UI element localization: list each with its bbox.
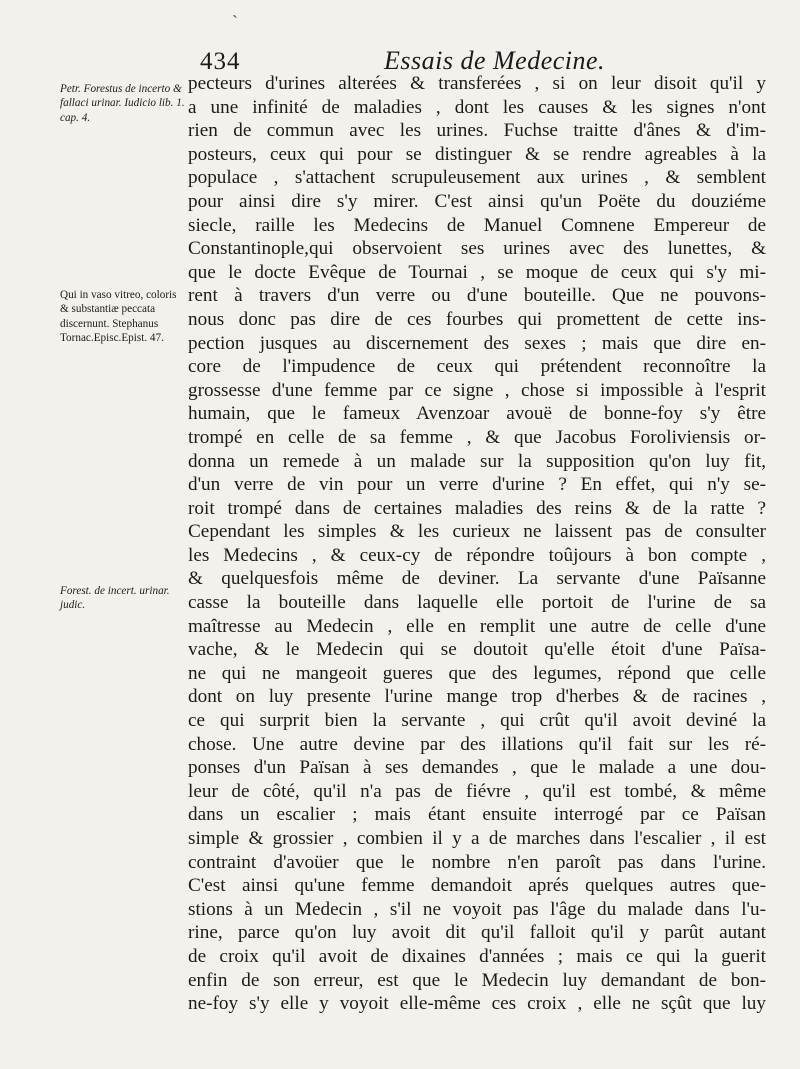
text-line: chose. Une autre devine par des illations qu'il fait sur les ré- bbox=[188, 733, 766, 755]
text-line: nous donc pas dire de ces fourbes qui promettent de cette ins- bbox=[188, 308, 766, 330]
text-line: d'un verre de vin pour un verre d'urine ? En effet, qui n'y se- bbox=[188, 474, 766, 496]
text-line: pecteurs d'urines alterées & transferées , si on leur disoit qu'il y bbox=[188, 73, 766, 94]
text-line: ce qui surprit bien la servante , qui crût qu'il avoit deviné la bbox=[188, 710, 766, 732]
text-line: contraint d'avoüer que le nombre n'en paroît pas dans l'urine. bbox=[188, 851, 766, 873]
text-line: core de l'impudence de ceux qui prétendent reconnoître la bbox=[188, 356, 766, 378]
text-line: ne qui ne mangeoit gueres que des legumes, répond que celle bbox=[188, 662, 766, 684]
text-line: ne-foy s'y elle y voyoit elle-même ces croix , elle ne sçût que luy bbox=[188, 993, 766, 1015]
text-line: posteurs, ceux qui pour se distinguer & se rendre agreables à la bbox=[188, 143, 766, 165]
text-line: grossesse d'une femme par ce signe , chose si impossible à l'esprit bbox=[188, 379, 766, 401]
text-line: Constantinople,qui observoient ses urines avec des lunettes, & bbox=[188, 238, 766, 260]
margin-note-forestus: Petr. Forestus de incerto & fallaci urinar. Iudicio lib. 1. cap. 4. bbox=[60, 83, 185, 124]
text-line: rent à travers d'un verre ou d'une bouteille. Que ne pouvons- bbox=[188, 285, 766, 307]
text-line: donna un remede à un malade sur la supposition qu'on luy fit, bbox=[188, 450, 766, 472]
text-line: les Medecins , & ceux-cy de répondre toûjours à bon compte , bbox=[188, 544, 766, 566]
text-line: de croix qu'il avoit de dixaines d'années ; mais ce qui la guerit bbox=[188, 945, 766, 967]
text-line: enfin de son erreur, est que le Medecin luy demandant de bon- bbox=[188, 969, 766, 991]
text-line: dont on luy presente l'urine mange trop d'herbes & de racines , bbox=[188, 686, 766, 708]
text-line: siecle, raille les Medecins de Manuel Comnene Empereur de bbox=[188, 214, 766, 236]
body-text bbox=[188, 72, 766, 1016]
text-line: & quelquesfois même de deviner. La servante d'une Païsanne bbox=[188, 568, 766, 590]
text-line: que le docte Evêque de Tournai , se moque de ceux qui s'y mi- bbox=[188, 261, 766, 283]
text-line: rine, parce qu'on luy avoit dit qu'il falloit qu'il y parût autant bbox=[188, 922, 766, 944]
text-line: trompé en celle de sa femme , & que Jacobus Foroliviensis or- bbox=[188, 426, 766, 448]
text-line: pection jusques au discernement des sexes ; mais que dire en- bbox=[188, 332, 766, 354]
text-line: leur de côté, qu'il n'a pas de fiévre , qu'il est tombé, & même bbox=[188, 780, 766, 802]
margin-note-forest-judic: Forest. de incert. urinar. judic. bbox=[60, 585, 170, 612]
running-title: Essais de Medecine. bbox=[384, 46, 606, 75]
page-number: 434 bbox=[200, 48, 241, 75]
text-line: stions à un Medecin , s'il ne voyoit pas l'âge du malade dans l'u- bbox=[188, 898, 766, 920]
text-line: maîtresse au Medecin , elle en remplit une autre de celle d'une bbox=[188, 615, 766, 637]
text-line: ponses d'un Païsan à ses demandes , que le malade a une dou- bbox=[188, 757, 766, 779]
margin-note-stephanus: Qui in vaso vitreo, coloris & substantiæ peccata discernunt. Stephanus Tornac.Episc.Epist. 47. bbox=[60, 289, 177, 344]
text-line: casse la bouteille dans laquelle elle portoit de l'urine de sa bbox=[188, 592, 766, 614]
page-blemish: ˋ bbox=[232, 12, 238, 32]
text-line: vache, & le Medecin qui se doutoit qu'elle étoit d'une Païsa- bbox=[188, 639, 766, 661]
text-line: humain, que le fameux Avenzoar avouë de bonne-foy s'y être bbox=[188, 403, 766, 425]
text-line: dans un escalier ; mais étant ensuite interrogé par ce Païsan bbox=[188, 804, 766, 826]
text-line: pour ainsi dire s'y mirer. C'est ainsi qu'un Poëte du douziéme bbox=[188, 190, 766, 212]
text-line: a une infinité de maladies , dont les causes & les signes n'ont bbox=[188, 96, 766, 118]
text-line: Cependant les simples & les curieux ne laissent pas de consulter bbox=[188, 521, 766, 543]
text-line: simple & grossier , combien il y a de marches dans l'escalier , il est bbox=[188, 828, 766, 849]
text-line: roit trompé dans de certaines maladies des reins & de la ratte ? bbox=[188, 497, 766, 519]
text-line: populace , s'attachent scrupuleusement aux urines , & semblent bbox=[188, 167, 766, 189]
text-line: C'est ainsi qu'une femme demandoit aprés quelques autres que- bbox=[188, 875, 766, 897]
text-line: rien de commun avec les urines. Fuchse traitte d'ânes & d'im- bbox=[188, 120, 766, 142]
